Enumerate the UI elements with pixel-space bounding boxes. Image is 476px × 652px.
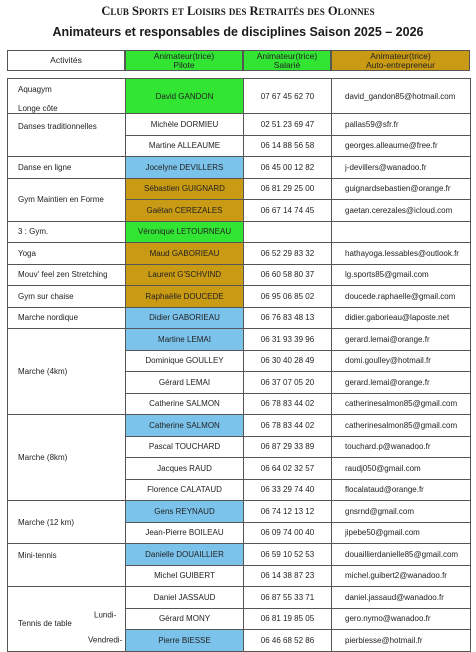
activity-3-gym: 3 : Gym. xyxy=(8,221,126,243)
auto-cell: david_gandon85@hotmail.com xyxy=(332,79,471,114)
pilote-cell: Gaëtan CEREZALES xyxy=(126,200,244,222)
pilote-cell: Jocelyne DEVILLERS xyxy=(126,157,244,179)
pilote-cell: David GANDON xyxy=(126,79,244,114)
salarie-cell: 06 81 19 85 05 xyxy=(244,608,332,630)
pilote-cell: Catherine SALMON xyxy=(126,393,244,415)
header-salarie-line1: Animateur(trice) xyxy=(256,50,318,61)
activity-longe-cote: Longe côte xyxy=(18,104,58,113)
salarie-cell: 02 51 23 69 47 xyxy=(244,114,332,136)
salarie-cell: 06 52 29 83 32 xyxy=(244,243,332,265)
table-row xyxy=(8,264,471,286)
auto-cell: doucede.raphaelle@gmail.com xyxy=(332,286,471,308)
auto-cell: gerard.lemai@orange.fr xyxy=(332,329,471,351)
auto-cell: raudj050@gmail.com xyxy=(332,458,471,480)
pilote-cell: Florence CALATAUD xyxy=(126,479,244,501)
activity-yoga: Yoga xyxy=(8,243,126,265)
auto-cell: catherinesalmon85@gmail.com xyxy=(332,415,471,437)
day-label-lundi: Lundi- xyxy=(94,610,117,620)
pilote-cell: Laurent G'SCHVIND xyxy=(126,264,244,286)
salarie-cell: 06 64 02 32 57 xyxy=(244,458,332,480)
salarie-cell: 07 67 45 62 70 xyxy=(244,79,332,114)
table-row xyxy=(8,544,471,566)
salarie-cell: 06 59 10 52 53 xyxy=(244,544,332,566)
salarie-cell: 06 30 40 28 49 xyxy=(244,350,332,372)
pilote-name: Pierre BIESSE xyxy=(158,635,211,645)
salarie-cell: 06 95 06 85 02 xyxy=(244,286,332,308)
pilote-name: Daniel JASSAUD xyxy=(153,592,216,602)
salarie-cell: 06 33 29 74 40 xyxy=(244,479,332,501)
pilote-cell: Martine ALLEAUME xyxy=(126,135,244,157)
activity-tennis-de-table: Tennis de table xyxy=(18,619,72,628)
salarie-cell: 06 87 29 33 89 xyxy=(244,436,332,458)
header-pilote xyxy=(125,50,243,71)
header-activites-label: Activités xyxy=(50,55,82,65)
salarie-cell: 06 09 74 00 40 xyxy=(244,522,332,544)
salarie-cell: 06 45 00 12 82 xyxy=(244,157,332,179)
salarie-cell: 06 67 14 74 45 xyxy=(244,200,332,222)
auto-cell: pierbiesse@hotmail.fr xyxy=(332,630,471,652)
pilote-cell: Maud GABORIEAU xyxy=(126,243,244,265)
table-row xyxy=(8,243,471,265)
header-pilote-line1: Animateur(trice) xyxy=(153,50,215,61)
auto-cell: touchard.p@wanadoo.fr xyxy=(332,436,471,458)
pilote-cell: Gens REYNAUD xyxy=(126,501,244,523)
header-pilote-line2: Pilote xyxy=(173,59,195,70)
header-auto-line2: Auto-entrepreneur xyxy=(366,59,435,70)
activity-cell xyxy=(8,79,126,114)
salarie-cell: 06 14 38 87 23 xyxy=(244,565,332,587)
pilote-cell: Michel GUIBERT xyxy=(126,565,244,587)
activity-gym-maintien: Gym Maintien en Forme xyxy=(8,178,126,221)
activity-danses-traditionnelles: Danses traditionnelles xyxy=(18,122,97,131)
pilote-cell: Raphaëlle DOUCEDE xyxy=(126,286,244,308)
activity-gym-sur-chaise: Gym sur chaise xyxy=(8,286,126,308)
auto-cell: georges.alleaume@free.fr xyxy=(332,135,471,157)
pilote-cell: Martine LEMAI xyxy=(126,329,244,351)
auto-cell: lg.sports85@gmail.com xyxy=(332,264,471,286)
disciplines-table xyxy=(7,78,471,652)
pilote-cell: Pascal TOUCHARD xyxy=(126,436,244,458)
pilote-cell xyxy=(88,630,244,652)
pilote-cell: Gérard MONY xyxy=(126,608,244,630)
table-row xyxy=(8,286,471,308)
auto-cell: hathayoga.lessables@outlook.fr xyxy=(332,243,471,265)
auto-cell: domi.goulley@hotmail.fr xyxy=(332,350,471,372)
header-salarie xyxy=(243,50,331,71)
header-auto-line1: Animateur(trice) xyxy=(370,50,431,61)
activity-cell xyxy=(8,114,126,157)
salarie-cell: 06 78 83 44 02 xyxy=(244,393,332,415)
pilote-cell: Didier GABORIEAU xyxy=(126,307,244,329)
pilote-cell: Véronique LETOURNEAU xyxy=(126,221,244,243)
activity-danse-en-ligne: Danse en ligne xyxy=(8,157,126,179)
table-row xyxy=(8,221,471,243)
activity-marche-12km: Marche (12 km) xyxy=(8,501,126,544)
auto-cell: gerard.lemai@orange.fr xyxy=(332,372,471,394)
salarie-cell: 06 74 12 13 12 xyxy=(244,501,332,523)
auto-cell: daniel.jassaud@wanadoo.fr xyxy=(332,587,471,609)
pilote-cell: Catherine SALMON xyxy=(126,415,244,437)
salarie-cell: 06 81 29 25 00 xyxy=(244,178,332,200)
auto-cell: michel.guibert2@wanadoo.fr xyxy=(332,565,471,587)
table-row xyxy=(8,157,471,179)
auto-cell: gaetan.cerezales@icloud.com xyxy=(332,200,471,222)
salarie-cell: 06 37 07 05 20 xyxy=(244,372,332,394)
header-activites xyxy=(7,50,125,71)
table-row xyxy=(8,307,471,329)
auto-cell: douaillierdanielle85@gmail.com xyxy=(332,544,471,566)
activity-marche-8km: Marche (8km) xyxy=(8,415,126,501)
pilote-cell: Gérard LEMAI xyxy=(126,372,244,394)
auto-cell: gero.nymo@wanadoo.fr xyxy=(332,608,471,630)
auto-cell: jipebe50@gmail.com xyxy=(332,522,471,544)
salarie-cell: 06 78 83 44 02 xyxy=(244,415,332,437)
activity-mouv-feel-zen: Mouv' feel zen Stretching xyxy=(8,264,126,286)
auto-cell: didier.gaborieau@laposte.net xyxy=(332,307,471,329)
table-row xyxy=(8,329,471,351)
salarie-cell: 06 14 88 56 58 xyxy=(244,135,332,157)
auto-cell: gnsrnd@gmail.com xyxy=(332,501,471,523)
activity-mini-tennis: Mini-tennis xyxy=(18,551,57,560)
auto-cell: flocalataud@orange.fr xyxy=(332,479,471,501)
salarie-cell: 06 46 68 52 86 xyxy=(244,630,332,652)
table-row xyxy=(8,415,471,437)
salarie-cell: 06 60 58 80 37 xyxy=(244,264,332,286)
pilote-cell: Michèle DORMIEU xyxy=(126,114,244,136)
auto-cell: pallas59@sfr.fr xyxy=(332,114,471,136)
page-title: Animateurs et responsables de disciplines Saison 2025 – 2026 xyxy=(52,25,424,39)
activity-marche-4km: Marche (4km) xyxy=(8,329,126,415)
salarie-cell: 06 87 55 33 71 xyxy=(244,587,332,609)
activity-marche-nordique: Marche nordique xyxy=(8,307,126,329)
salarie-cell xyxy=(244,221,332,243)
pilote-cell: Jacques RAUD xyxy=(126,458,244,480)
auto-cell: j-devillers@wanadoo.fr xyxy=(332,157,471,179)
pilote-cell: Dominique GOULLEY xyxy=(126,350,244,372)
activity-cell xyxy=(8,544,126,587)
header-salarie-line2: Salarié xyxy=(273,59,301,70)
header-auto-entrepreneur xyxy=(331,50,470,71)
pilote-cell: Jean-Pierre BOILEAU xyxy=(126,522,244,544)
pilote-cell: Danielle DOUAILLIER xyxy=(126,544,244,566)
salarie-cell: 06 31 93 39 96 xyxy=(244,329,332,351)
auto-cell: catherinesalmon85@gmail.com xyxy=(332,393,471,415)
table-row xyxy=(8,587,471,609)
auto-cell xyxy=(332,221,471,243)
table-row xyxy=(8,178,471,200)
day-label-vendredi: Vendredi- xyxy=(88,635,123,645)
activity-aquagym: Aquagym xyxy=(18,85,52,94)
table-row xyxy=(8,501,471,523)
pilote-cell: Sébastien GUIGNARD xyxy=(126,178,244,200)
auto-cell: guignardsebastien@orange.fr xyxy=(332,178,471,200)
salarie-cell: 06 76 83 48 13 xyxy=(244,307,332,329)
club-name: Club Sports et Loisirs des Retraités des Olonnes xyxy=(101,4,375,18)
table-row xyxy=(8,114,471,136)
